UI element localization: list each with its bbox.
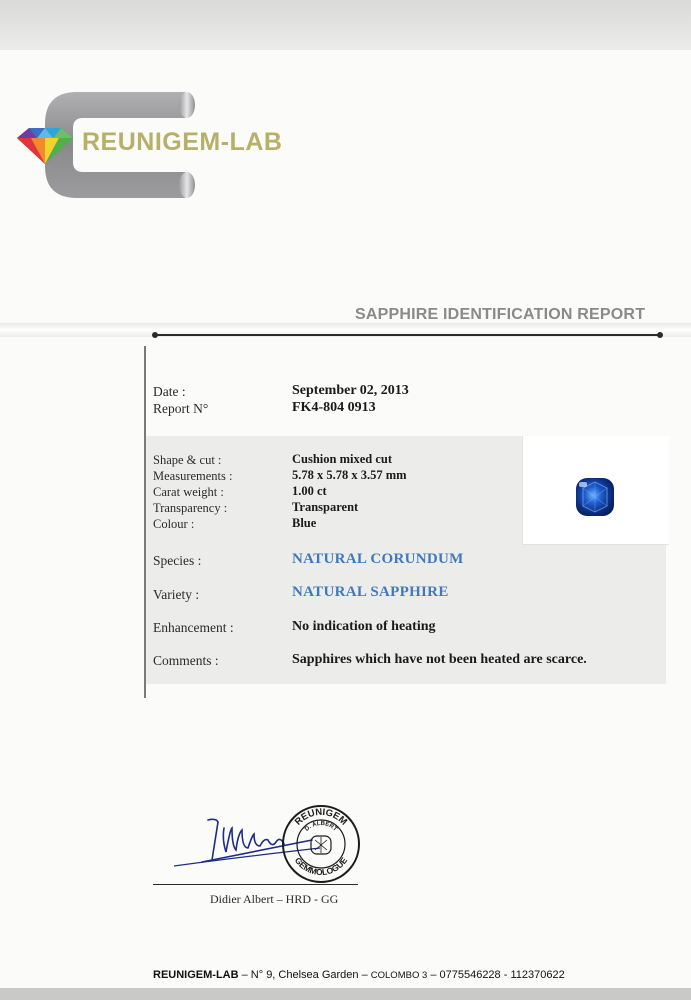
variety-label: Variety : (153, 587, 200, 602)
footer-address-2: – 0775546228 - 112370622 (427, 969, 565, 981)
rule-end-left (152, 332, 158, 338)
top-scan-band (0, 0, 691, 50)
stamp-bottom-text: GEMMOLOGUE (292, 855, 350, 878)
footer-lab: REUNIGEM-LAB (153, 969, 239, 981)
signature-line (153, 884, 358, 885)
enhancement-value: No indication of heating (292, 619, 436, 634)
shape-value: Cushion mixed cut (292, 452, 393, 466)
measurements-label: Measurements : (153, 469, 233, 483)
sapphire-gem-image (523, 436, 669, 544)
colour-value: Blue (292, 516, 317, 530)
carat-value: 1.00 ct (292, 484, 327, 498)
species-value: NATURAL CORUNDUM (292, 551, 464, 567)
lab-name: REUNIGEM-LAB (82, 128, 283, 156)
report-no-label: Report N° (153, 401, 209, 416)
report-no-value: FK4-804 0913 (292, 400, 376, 415)
shape-label: Shape & cut : (153, 453, 222, 467)
title-rule (155, 334, 660, 336)
bottom-scan-band (0, 988, 691, 1000)
carat-label: Carat weight : (153, 485, 224, 499)
signatory-name: Didier Albert – HRD - GG (210, 892, 339, 906)
enhancement-label: Enhancement : (153, 620, 234, 635)
transparency-label: Transparency : (153, 501, 228, 515)
footer-address-1: – N° 9, Chelsea Garden – (238, 969, 371, 981)
colour-label: Colour : (153, 517, 195, 531)
gemmologist-stamp (280, 803, 362, 890)
footer-city: COLOMBO 3 (370, 970, 428, 981)
date-value: September 02, 2013 (292, 383, 409, 398)
measurements-value: 5.78 x 5.78 x 3.57 mm (292, 468, 407, 482)
footer-address (153, 969, 565, 981)
transparency-value: Transparent (292, 500, 359, 514)
variety-value: NATURAL SAPPHIRE (292, 584, 449, 600)
comments-value: Sapphires which have not been heated are scarce. (292, 652, 587, 667)
rule-end-right (657, 332, 663, 338)
report-title: SAPPHIRE IDENTIFICATION REPORT (355, 306, 646, 323)
stamp-inner-text: D. ALBERT (304, 820, 338, 833)
date-label: Date : (153, 384, 186, 399)
stamp-top-text: REUNIGEM (292, 806, 350, 828)
stamp-seal (280, 803, 362, 885)
species-label: Species : (153, 553, 202, 568)
gem-photo (522, 436, 669, 545)
comments-label: Comments : (153, 653, 219, 668)
